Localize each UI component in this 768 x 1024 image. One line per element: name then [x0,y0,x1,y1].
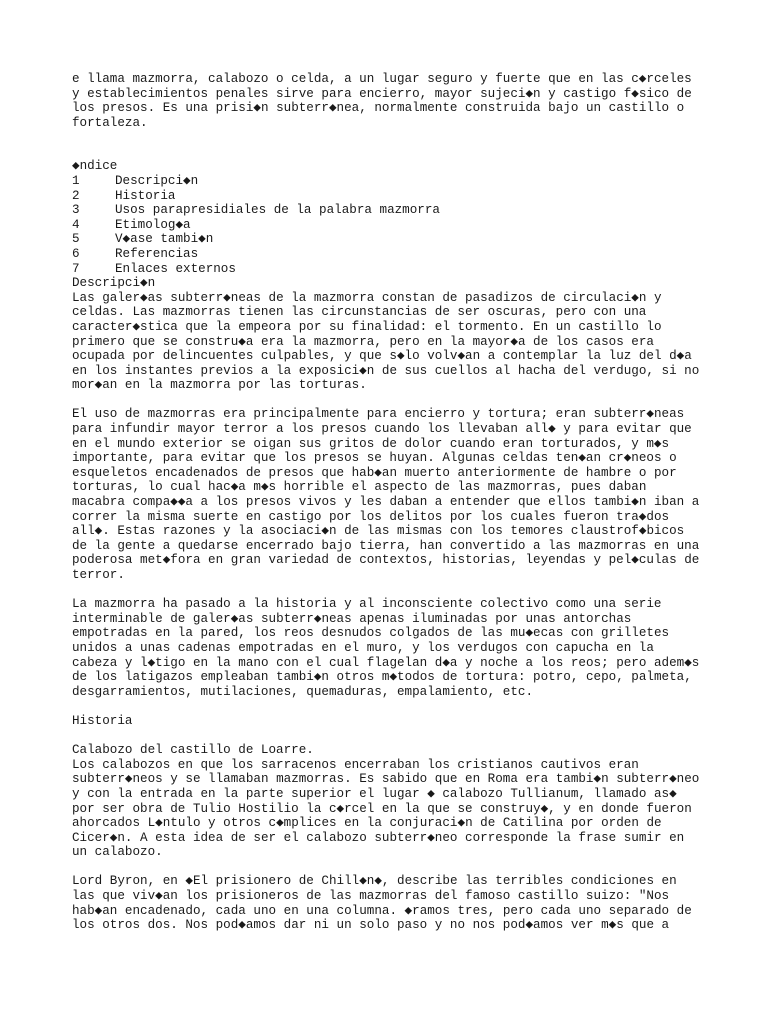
descripcion-paragraph-1: Las galer◆as subterr◆neas de la mazmorra constan de pasadizos de circulaci◆n y celdas. Las mazmorras tienen las circunstancias de ser oscuras, pero con una caracter◆stica que la empeora por su finalidad: el tormento. En un castillo lo primero que se constru◆a era la mazmorra, pero en la mayor◆a de los casos era ocupada por delincuentes culpables, y que s◆lo volv◆an a contemplar la luz del d◆a en los instantes previos a la exposici◆n de sus cuellos al hacha del verdugo, si no mor◆an en la mazmorra por las torturas. [72,290,700,393]
descripcion-paragraph-2: El uso de mazmorras era principalmente para encierro y tortura; eran subterr◆neas para infundir mayor terror a los presos cuando los llevaban all◆ y para evitar que en el mundo exterior se oigan sus gritos de dolor cuando eran torturados, y m◆s importante, para evitar que los presos se huyan. Algunas celdas ten◆an cr◆neos o esqueletos encadenados de presos que hab◆an muerto anteriormente de hambre o por torturas, lo cual hac◆a m◆s horrible el aspecto de las mazmorras, pues daban macabra compa◆◆a a los presos vivos y les daban a entender que ellos tambi◆n iban a correr la misma suerte en castigo por los delitos por los cuales fueron tra◆dos all◆. Estas razones y la asociaci◆n de las mismas con los temores claustrof◆bicos de la gente a quedarse encerrado bajo tierra, han convertido a las mazmorras en una poderosa met◆fora en gran variedad de contextos, historias, leyendas y pel◆culas de terror. [72,407,700,582]
toc-item[interactable] [72,189,712,204]
toc-item-number: 1 [72,173,80,188]
toc-item[interactable] [72,232,712,247]
spacer [72,860,712,875]
toc-item[interactable] [72,262,712,277]
section-heading-historia: Historia [72,713,133,728]
toc-item[interactable] [72,174,712,189]
toc-item-number: 3 [72,203,80,218]
toc-item-number: 7 [72,261,80,276]
toc-item-descripcion[interactable]: Descripci◆n [115,173,199,188]
table-of-contents [72,159,712,276]
spacer [72,729,712,744]
image-caption: Calabozo del castillo de Loarre. [72,743,314,758]
historia-paragraph-1: Los calabozos en que los sarracenos encerraban los cristianos cautivos eran subterr◆neos y se llamaban mazmorras. Es sabido que en Roma era tambi◆n subterr◆neo y con la entrada en la parte superior el lugar ◆ calabozo Tullianum, llamado as◆ por ser obra de Tulio Hostilio la c◆rcel en la que se construy◆, y en donde fueron ahorcados L◆ntulo y otros c◆mplices en la conjuraci◆n de Catilina por orden de Cicer◆n. A esta idea de ser el calabozo subterr◆neo corresponde la frase sumir en un calabozo. [72,757,700,860]
toc-item-etimologia[interactable]: Etimolog◆a [115,217,191,232]
intro-paragraph: e llama mazmorra, calabozo o celda, a un lugar seguro y fuerte que en las c◆rceles y establecimientos penales sirve para encierro, mayor sujeci◆n y castigo f◆sico de los presos. Es una prisi◆n subterr◆nea, normalmente construida bajo un castillo o fortaleza. [72,72,692,130]
historia-paragraph-2: Lord Byron, en ◆El prisionero de Chill◆n◆, describe las terribles condiciones en las que viv◆an los prisioneros de las mazmorras del famoso castillo suizo: "Nos hab◆an encadenado, cada uno en una columna. ◆ramos tres, pero cada uno separado de los otros dos. Nos pod◆amos dar ni un solo paso y no nos pod◆amos ver m◆s que a [72,874,692,933]
toc-item[interactable] [72,218,712,233]
spacer [72,583,712,598]
toc-item-usos[interactable]: Usos parapresidiales de la palabra mazmorra [115,203,440,218]
toc-item-referencias[interactable]: Referencias [115,246,199,261]
toc-item[interactable] [72,247,712,262]
spacer [72,130,712,159]
toc-item-number: 4 [72,217,80,232]
toc-item-number: 6 [72,246,80,261]
toc-item[interactable] [72,203,712,218]
toc-item-number: 2 [72,188,80,203]
toc-title: ◆ndice [72,159,118,174]
toc-item-enlaces-externos[interactable]: Enlaces externos [115,261,236,276]
toc-item-historia[interactable]: Historia [115,188,176,203]
spacer [72,393,712,408]
descripcion-paragraph-3: La mazmorra ha pasado a la historia y al inconsciente colectivo como una serie interminable de galer◆as subterr◆neas apenas iluminadas por unas antorchas empotradas en la pared, los reos desnudos colgados de las mu◆ecas con grilletes unidos a unas cadenas empotradas en el muro, y los verdugos con capucha en la cabeza y l◆tigo en la mano con el cual flagelan d◆a y noche a los reos; pero adem◆s de los latigazos empleaban tambi◆n otros m◆todos de tortura: potro, cepo, palmeta, desgarramientos, mutilaciones, quemaduras, empalamiento, etc. [72,597,700,699]
spacer [72,699,712,714]
toc-item-number: 5 [72,232,80,247]
toc-item-vease-tambien[interactable]: V◆ase tambi◆n [115,232,214,247]
document-page [72,72,712,933]
section-heading-descripcion: Descripci◆n [72,276,156,291]
